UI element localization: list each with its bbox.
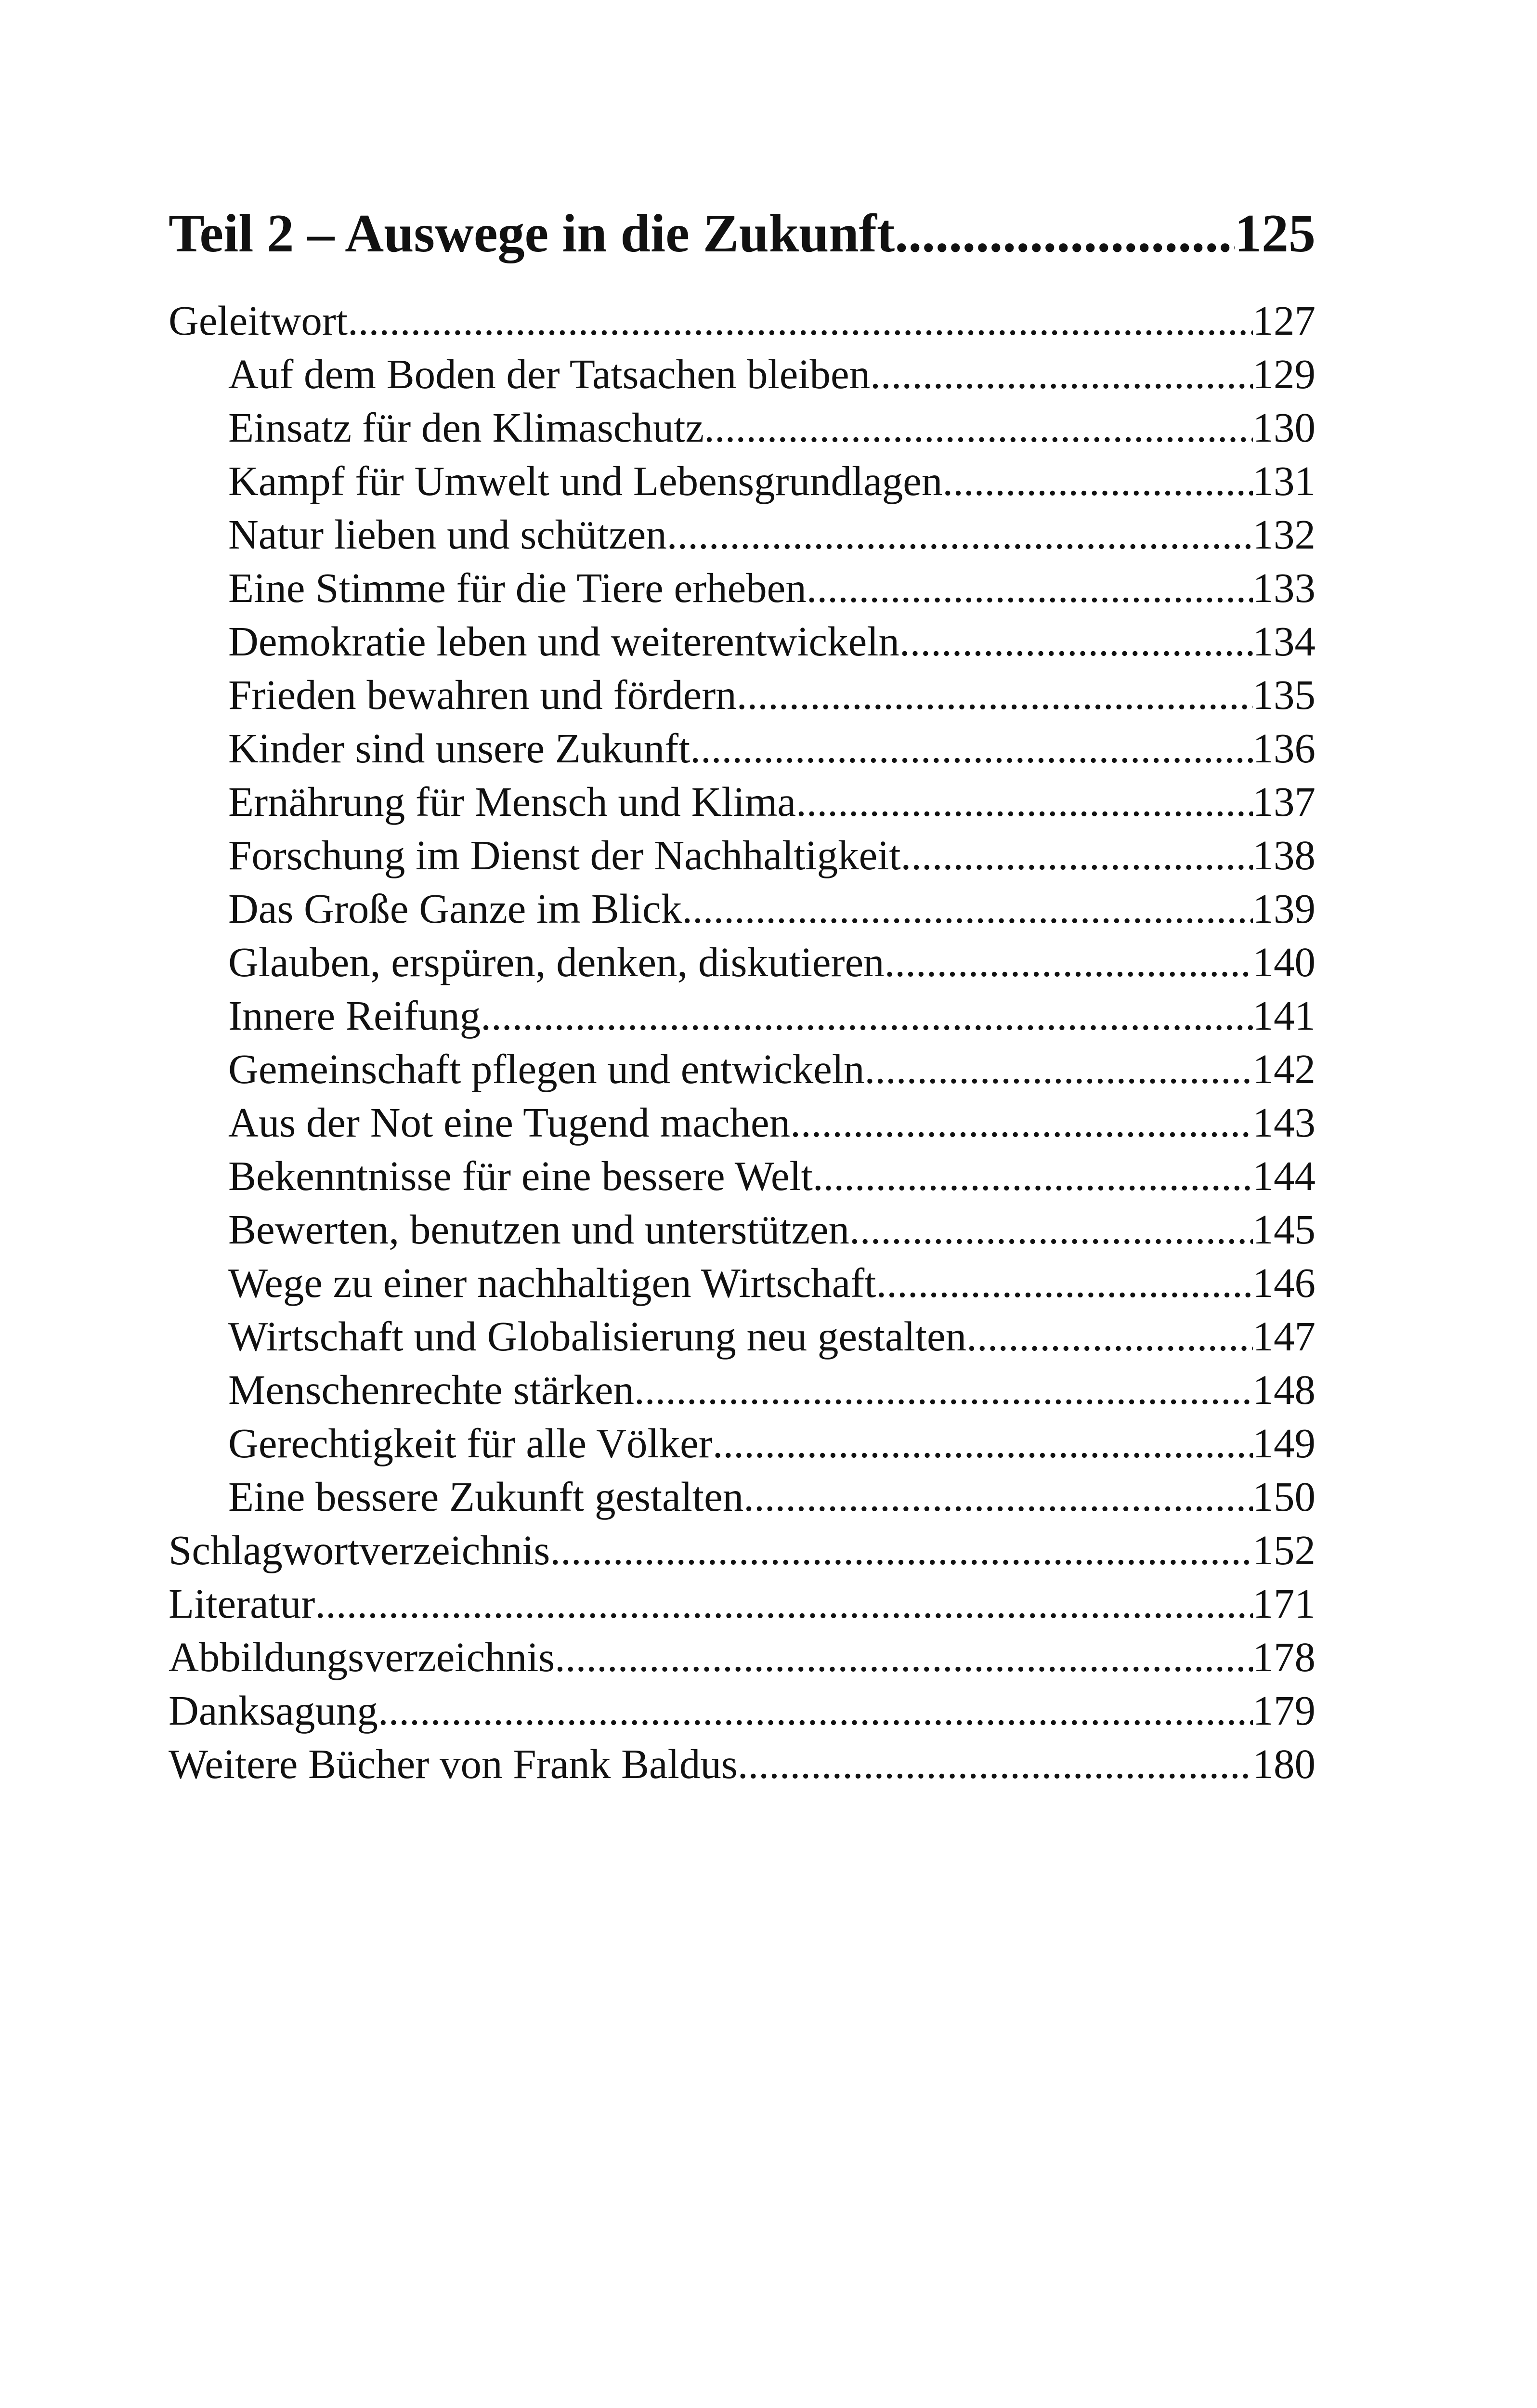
toc-entry-page-number: 149 xyxy=(1252,1420,1316,1466)
toc-entry-title: Menschenrechte stärken xyxy=(228,1366,635,1413)
toc-entry-title: Kinder sind unsere Zukunft xyxy=(228,725,690,772)
toc-entry-page-number: 150 xyxy=(1252,1473,1316,1520)
dot-leader xyxy=(864,1042,1252,1096)
toc-entry xyxy=(169,454,1316,508)
dot-leader xyxy=(555,1630,1252,1684)
dot-leader xyxy=(885,935,1253,989)
toc-entry-page-number: 179 xyxy=(1252,1687,1316,1734)
toc-entry-page-number: 132 xyxy=(1252,511,1316,558)
toc-entry-title: Innere Reifung xyxy=(228,992,481,1039)
dot-leader xyxy=(876,1256,1252,1309)
dot-leader xyxy=(895,193,1235,275)
dot-leader xyxy=(737,668,1253,721)
dot-leader xyxy=(807,561,1253,615)
toc-entry xyxy=(169,1416,1316,1470)
toc-entry-page-number: 137 xyxy=(1252,778,1316,825)
dot-leader xyxy=(634,1363,1252,1416)
toc-entry xyxy=(169,935,1316,989)
toc-entry-page-number: 133 xyxy=(1252,564,1316,611)
toc-entry-title: Aus der Not eine Tugend machen xyxy=(228,1099,791,1146)
toc-entry-title: Demokratie leben und weiterentwickeln xyxy=(228,618,899,665)
toc-entry xyxy=(169,721,1316,775)
part-heading xyxy=(169,193,1316,275)
toc-entry-page-number: 136 xyxy=(1252,725,1316,772)
toc-entry-title: Weitere Bücher von Frank Baldus xyxy=(169,1741,738,1787)
toc-entry-page-number: 178 xyxy=(1252,1634,1316,1680)
dot-leader xyxy=(713,1416,1253,1470)
toc-entry xyxy=(169,1523,1316,1577)
dot-leader xyxy=(743,1470,1252,1523)
toc-entry-page-number: 129 xyxy=(1252,351,1316,397)
toc-entry-title: Abbildungsverzeichnis xyxy=(169,1634,555,1680)
dot-leader xyxy=(348,294,1252,347)
toc-entry-title: Bekenntnisse für eine bessere Welt xyxy=(228,1152,813,1199)
toc-entry xyxy=(169,1577,1316,1630)
dot-leader xyxy=(690,721,1252,775)
dot-leader xyxy=(704,401,1252,454)
toc-entry-title: Auf dem Boden der Tatsachen bleiben xyxy=(228,351,871,397)
toc-entry xyxy=(169,1096,1316,1149)
dot-leader xyxy=(682,882,1252,935)
toc-entry xyxy=(169,1309,1316,1363)
toc-entry-title: Glauben, erspüren, denken, diskutieren xyxy=(228,939,885,985)
toc-entry-title: Schlagwortverzeichnis xyxy=(169,1527,550,1573)
toc-entry xyxy=(169,615,1316,668)
toc-entry-page-number: 134 xyxy=(1252,618,1316,665)
toc-entry-title: Forschung im Dienst der Nachhaltigkeit xyxy=(228,832,901,878)
toc-entry-page-number: 140 xyxy=(1252,939,1316,985)
toc-entry-title: Gemeinschaft pflegen und entwickeln xyxy=(228,1046,865,1092)
toc-entry xyxy=(169,1363,1316,1416)
dot-leader xyxy=(849,1203,1252,1256)
toc-entry-page-number: 171 xyxy=(1252,1580,1316,1627)
part-title: Teil 2 – Auswege in die Zukunft xyxy=(169,204,895,263)
dot-leader xyxy=(813,1149,1253,1203)
dot-leader xyxy=(901,828,1253,882)
part-page-number: 125 xyxy=(1235,204,1316,263)
dot-leader xyxy=(315,1577,1252,1630)
toc-entry-page-number: 142 xyxy=(1252,1046,1316,1092)
toc-entry xyxy=(169,668,1316,721)
toc-entry-page-number: 144 xyxy=(1252,1152,1316,1199)
dot-leader xyxy=(378,1684,1253,1737)
toc-entry-title: Kampf für Umwelt und Lebensgrundlagen xyxy=(228,458,943,504)
toc-entry xyxy=(169,989,1316,1042)
toc-entry-page-number: 141 xyxy=(1252,992,1316,1039)
dot-leader xyxy=(481,989,1252,1042)
toc-entry-title: Natur lieben und schützen xyxy=(228,511,667,558)
toc-entry-title: Literatur xyxy=(169,1580,315,1627)
toc-entry-page-number: 127 xyxy=(1252,297,1316,344)
toc-entry-page-number: 143 xyxy=(1252,1099,1316,1146)
toc-entry xyxy=(169,1470,1316,1523)
toc-entry-title: Einsatz für den Klimaschutz xyxy=(228,404,704,451)
dot-leader xyxy=(738,1737,1253,1791)
toc-entry xyxy=(169,828,1316,882)
toc-entry-title: Eine Stimme für die Tiere erheben xyxy=(228,564,807,611)
toc-entry xyxy=(169,508,1316,561)
table-of-contents xyxy=(169,193,1316,1791)
dot-leader xyxy=(667,508,1253,561)
toc-entry xyxy=(169,1684,1316,1737)
dot-leader xyxy=(550,1523,1252,1577)
toc-entry xyxy=(169,1737,1316,1791)
toc-entry-page-number: 139 xyxy=(1252,885,1316,932)
toc-entry-page-number: 145 xyxy=(1252,1206,1316,1253)
toc-entry xyxy=(169,1042,1316,1096)
toc-entry xyxy=(169,882,1316,935)
toc-entry-page-number: 152 xyxy=(1252,1527,1316,1573)
toc-entry-title: Wirtschaft und Globalisierung neu gestalten xyxy=(228,1313,967,1360)
dot-leader xyxy=(796,775,1252,828)
toc-entry-page-number: 148 xyxy=(1252,1366,1316,1413)
toc-entry-page-number: 138 xyxy=(1252,832,1316,878)
toc-entry-page-number: 146 xyxy=(1252,1259,1316,1306)
dot-leader xyxy=(966,1309,1252,1363)
toc-entry-page-number: 147 xyxy=(1252,1313,1316,1360)
toc-entry-page-number: 130 xyxy=(1252,404,1316,451)
dot-leader xyxy=(899,615,1253,668)
toc-entry-title: Bewerten, benutzen und unterstützen xyxy=(228,1206,850,1253)
dot-leader xyxy=(942,454,1252,508)
toc-entry xyxy=(169,1203,1316,1256)
toc-entry xyxy=(169,401,1316,454)
toc-entry xyxy=(169,294,1316,347)
toc-entry-title: Ernährung für Mensch und Klima xyxy=(228,778,796,825)
toc-entry-page-number: 180 xyxy=(1252,1741,1316,1787)
toc-entry-title: Das Große Ganze im Blick xyxy=(228,885,682,932)
toc-entry-title: Eine bessere Zukunft gestalten xyxy=(228,1473,744,1520)
dot-leader xyxy=(870,347,1252,401)
toc-entry-page-number: 135 xyxy=(1252,671,1316,718)
toc-entry-list xyxy=(169,294,1316,1791)
toc-entry-page-number: 131 xyxy=(1252,458,1316,504)
toc-entry-title: Frieden bewahren und fördern xyxy=(228,671,737,718)
toc-entry xyxy=(169,1149,1316,1203)
toc-entry xyxy=(169,561,1316,615)
toc-entry xyxy=(169,1630,1316,1684)
toc-entry-title: Wege zu einer nachhaltigen Wirtschaft xyxy=(228,1259,876,1306)
toc-entry-title: Geleitwort xyxy=(169,297,348,344)
toc-entry xyxy=(169,1256,1316,1309)
dot-leader xyxy=(790,1096,1252,1149)
toc-entry-title: Gerechtigkeit für alle Völker xyxy=(228,1420,713,1466)
toc-entry xyxy=(169,775,1316,828)
toc-entry-title: Danksagung xyxy=(169,1687,378,1734)
toc-entry xyxy=(169,347,1316,401)
